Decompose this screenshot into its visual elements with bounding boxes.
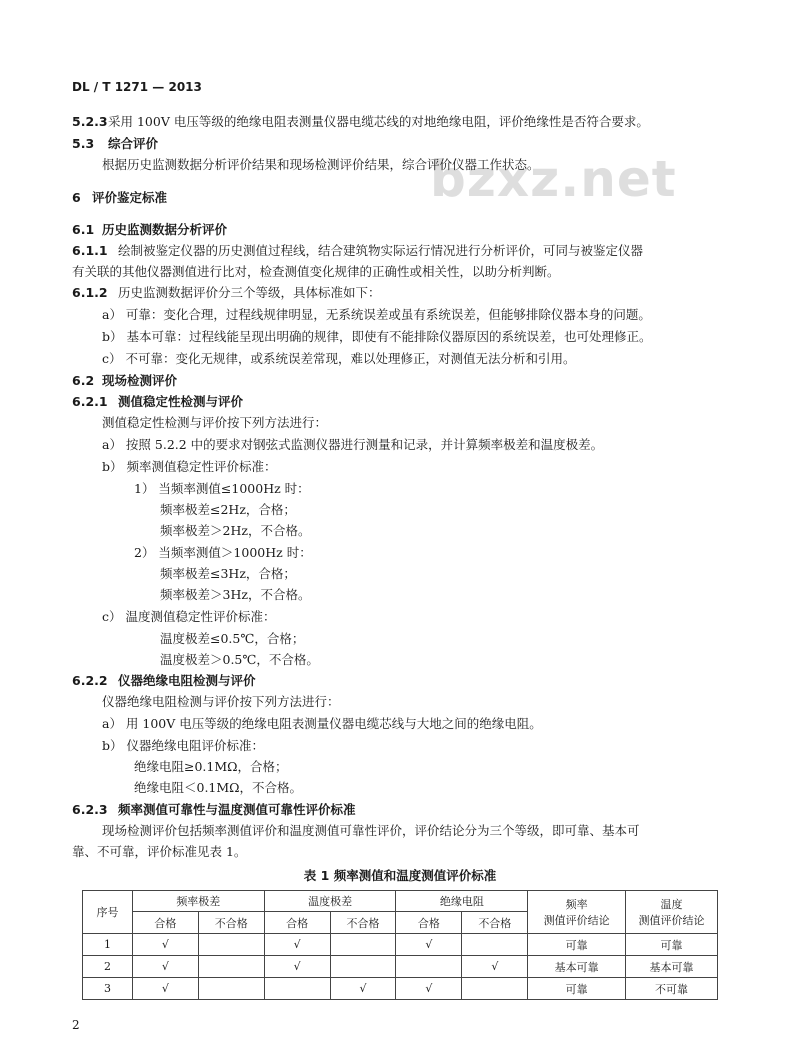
clause-number: 6.1.2	[72, 285, 108, 300]
section-heading-5-3	[72, 136, 158, 152]
section-title: 现场检测评价	[102, 373, 178, 388]
clause-text: 采用 100V 电压等级的绝缘电阻表测量仪器电缆芯线的对地绝缘电阻，评价绝缘性是否符合要求。	[108, 114, 649, 129]
section-title: 仪器绝缘电阻检测与评价	[118, 673, 256, 688]
cell-seq: 3	[83, 978, 133, 1000]
list-item-c: c） 温度测值稳定性评价标准：	[102, 609, 276, 624]
cell-freq-fail	[198, 978, 264, 1000]
section-heading-6-1	[72, 222, 227, 238]
header-seq: 序号	[83, 891, 133, 934]
section-title: 测值稳定性检测与评价	[118, 394, 244, 409]
subheader-pass: 合格	[132, 912, 198, 934]
chapter-number: 6	[72, 190, 81, 205]
header-freq-range: 频率极差	[132, 891, 264, 912]
cell-ins-pass	[396, 956, 462, 978]
cell-freq-fail	[198, 956, 264, 978]
header-temp-range: 温度极差	[264, 891, 396, 912]
clause-6-1-1	[72, 243, 643, 259]
section-heading-6-2	[72, 373, 177, 389]
sublist-item-2: 2） 当频率测值＞1000Hz 时：	[134, 545, 312, 560]
cell-temp-fail	[330, 956, 396, 978]
subheader-fail: 不合格	[462, 912, 528, 934]
table-caption: 表 1 频率测值和温度测值评价标准	[303, 868, 497, 883]
cell-temp-pass: √	[264, 934, 330, 956]
table-header-row	[83, 891, 718, 912]
page-number: 2	[72, 1018, 80, 1032]
criterion-line: 绝缘电阻≥0.1MΩ，合格；	[134, 759, 288, 774]
section-heading-6-2-3	[72, 802, 356, 818]
cell-ins-pass: √	[396, 934, 462, 956]
cell-temp-fail: √	[330, 978, 396, 1000]
paragraph: 现场检测评价包括频率测值评价和温度测值可靠性评价，评价结论分为三个等级，即可靠、基本可	[102, 823, 640, 838]
cell-ins-fail	[462, 934, 528, 956]
section-number: 5.3	[72, 136, 95, 151]
cell-temp-pass: √	[264, 956, 330, 978]
cell-seq: 2	[83, 956, 133, 978]
cell-seq: 1	[83, 934, 133, 956]
criterion-line: 频率极差＞2Hz，不合格。	[160, 523, 311, 538]
evaluation-criteria-table	[82, 890, 718, 1000]
paragraph: 测值稳定性检测与评价按下列方法进行：	[102, 415, 328, 430]
cell-ins-fail	[462, 978, 528, 1000]
criterion-line: 频率极差＞3Hz，不合格。	[160, 587, 311, 602]
criterion-line: 温度极差＞0.5℃，不合格。	[160, 652, 319, 667]
section-number: 6.2.3	[72, 802, 108, 817]
standard-code-header: DL / T 1271 — 2013	[72, 80, 202, 94]
watermark: bzxz.net	[430, 150, 677, 208]
header-line: 测值评价结论	[543, 914, 610, 927]
table-row	[83, 978, 718, 1000]
clause-5-2-3	[72, 114, 649, 130]
cell-temp-pass	[264, 978, 330, 1000]
criterion-line: 绝缘电阻＜0.1MΩ，不合格。	[134, 780, 303, 795]
table-row	[83, 934, 718, 956]
list-item-b: b） 仪器绝缘电阻评价标准：	[102, 738, 264, 753]
criterion-line: 频率极差≤2Hz，合格；	[160, 502, 296, 517]
cell-freq-pass: √	[132, 978, 198, 1000]
criterion-line: 频率极差≤3Hz，合格；	[160, 566, 296, 581]
clause-text: 绘制被鉴定仪器的历史测值过程线，结合建筑物实际运行情况进行分析评价，可同与被鉴定仪器	[118, 243, 644, 258]
subheader-fail: 不合格	[330, 912, 396, 934]
header-temp-conclusion	[626, 891, 718, 934]
list-item-a: a） 按照 5.2.2 中的要求对钢弦式监测仪器进行测量和记录，并计算频率极差和温度极差。	[102, 437, 604, 452]
cell-freq-conclusion: 基本可靠	[528, 956, 626, 978]
list-item-a: a） 用 100V 电压等级的绝缘电阻表测量仪器电缆芯线与大地之间的绝缘电阻。	[102, 716, 542, 731]
section-title: 综合评价	[108, 136, 159, 151]
header-line: 频率	[565, 898, 588, 911]
list-item-a: a） 可靠：变化合理，过程线规律明显，无系统误差或虽有系统误差，但能够排除仪器本身的问题。	[102, 307, 651, 322]
criterion-line: 温度极差≤0.5℃，合格；	[160, 631, 305, 646]
paragraph: 仪器绝缘电阻检测与评价按下列方法进行：	[102, 694, 340, 709]
section-number: 6.1	[72, 222, 95, 237]
paragraph-continuation: 靠、不可靠，评价标准见表 1。	[72, 844, 247, 859]
paragraph-continuation: 有关联的其他仪器测值进行比对，检查测值变化规律的正确性或相关性，以助分析判断。	[72, 264, 560, 279]
clause-text: 历史监测数据评价分三个等级，具体标准如下：	[118, 285, 381, 300]
cell-freq-pass: √	[132, 934, 198, 956]
section-number: 6.2.2	[72, 673, 108, 688]
section-number: 6.2.1	[72, 394, 108, 409]
cell-temp-conclusion: 可靠	[626, 934, 718, 956]
header-insulation: 绝缘电阻	[396, 891, 528, 912]
section-heading-6-2-1	[72, 394, 243, 410]
cell-freq-pass: √	[132, 956, 198, 978]
header-line: 温度	[660, 898, 683, 911]
cell-ins-pass: √	[396, 978, 462, 1000]
cell-ins-fail: √	[462, 956, 528, 978]
section-number: 6.2	[72, 373, 95, 388]
list-item-b: b） 频率测值稳定性评价标准：	[102, 459, 277, 474]
header-freq-conclusion	[528, 891, 626, 934]
table-row	[83, 956, 718, 978]
clause-number: 5.2.3	[72, 114, 108, 129]
subheader-fail: 不合格	[198, 912, 264, 934]
section-title: 频率测值可靠性与温度测值可靠性评价标准	[118, 802, 356, 817]
clause-number: 6.1.1	[72, 243, 108, 258]
cell-temp-fail	[330, 934, 396, 956]
sublist-item-1: 1） 当频率测值≤1000Hz 时：	[134, 481, 310, 496]
cell-temp-conclusion: 基本可靠	[626, 956, 718, 978]
chapter-heading-6	[72, 190, 167, 206]
list-item-c: c） 不可靠：变化无规律，或系统误差常现，难以处理修正，对测值无法分析和引用。	[102, 351, 576, 366]
section-heading-6-2-2	[72, 673, 256, 689]
cell-temp-conclusion: 不可靠	[626, 978, 718, 1000]
list-item-b: b） 基本可靠：过程线能呈现出明确的规律，即使有不能排除仪器原因的系统误差，也可处理修正。	[102, 329, 652, 344]
chapter-title: 评价鉴定标准	[92, 190, 168, 205]
cell-freq-fail	[198, 934, 264, 956]
subheader-pass: 合格	[264, 912, 330, 934]
section-title: 历史监测数据分析评价	[102, 222, 228, 237]
paragraph: 根据历史监测数据分析评价结果和现场检测评价结果，综合评价仪器工作状态。	[102, 157, 540, 172]
cell-freq-conclusion: 可靠	[528, 934, 626, 956]
header-line: 测值评价结论	[638, 914, 705, 927]
cell-freq-conclusion: 可靠	[528, 978, 626, 1000]
clause-6-1-2	[72, 285, 381, 301]
subheader-pass: 合格	[396, 912, 462, 934]
